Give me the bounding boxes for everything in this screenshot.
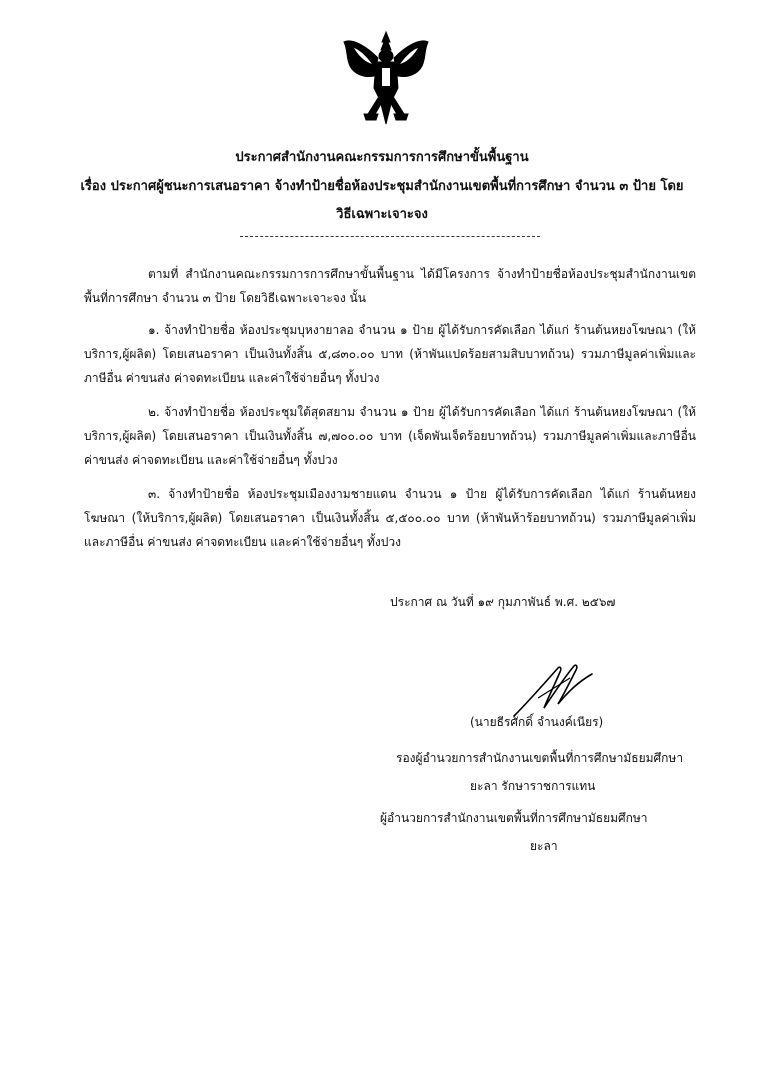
signatory-position-3: ผู้อำนวยการสำนักงานเขตพื้นที่การศึกษามัธยมศึกษา xyxy=(380,811,648,825)
handwritten-signature xyxy=(508,658,598,720)
announcement-title: ประกาศสำนักงานคณะกรรมการการศึกษาขั้นพื้นฐาน xyxy=(235,150,529,165)
signatory-name: (นายธีรศักดิ์ จำนงค์เนียร) xyxy=(470,715,604,729)
item-paragraph-1: ๑. จ้างทำป้ายชื่อ ห้องประชุมบุหงายาลอ จำนวน ๑ ป้าย ผู้ได้รับการคัดเลือก ได้แก่ ร้านต้นหยงโฆษณา (ให้บริการ,ผู้ผลิต) โดยเสนอราคา เป็นเงินทั้งสิ้น ๕,๘๓๐.๐๐ บาท (ห้าพันแปดร้อยสามสิบบาทถ้วน) รวมภาษีมูลค่าเพิ่มและภาษีอื่น ค่าขนส่ง ค่าจดทะเบียน และค่าใช้จ่ายอื่นๆ ทั้งปวง xyxy=(84,323,696,385)
signatory-position-1: รองผู้อำนวยการสำนักงานเขตพื้นที่การศึกษามัธยมศึกษา xyxy=(396,751,684,765)
announcement-subject-continued: วิธีเฉพาะเจาะจง xyxy=(336,207,428,222)
item-paragraph-2: ๒. จ้างทำป้ายชื่อ ห้องประชุมใต้สุดสยาม จำนวน ๑ ป้าย ผู้ได้รับการคัดเลือก ได้แก่ ร้านต้นหยงโฆษณา (ให้บริการ,ผู้ผลิต) โดยเสนอราคา เป็นเงินทั้งสิ้น ๗,๗๐๐.๐๐ บาท (เจ็ดพันเจ็ดร้อยบาทถ้วน) รวมภาษีมูลค่าเพิ่มและภาษีอื่น ค่าขนส่ง ค่าจดทะเบียน และค่าใช้จ่ายอื่นๆ ทั้งปวง xyxy=(84,405,696,467)
announcement-date: ประกาศ ณ วันที่ ๑๙ กุมภาพันธ์ พ.ศ. ๒๕๖๗ xyxy=(390,595,616,609)
item-paragraph-3: ๓. จ้างทำป้ายชื่อ ห้องประชุมเมืองงามชายแดน จำนวน ๑ ป้าย ผู้ได้รับการคัดเลือก ได้แก่ ร้านต้นหยงโฆษณา (ให้บริการ,ผู้ผลิต) โดยเสนอราคา เป็นเงินทั้งสิ้น ๕,๕๐๐.๐๐ บาท (ห้าพันห้าร้อยบาทถ้วน) รวมภาษีมูลค่าเพิ่มและภาษีอื่น ค่าขนส่ง ค่าจดทะเบียน และค่าใช้จ่ายอื่นๆ ทั้งปวง xyxy=(84,487,696,549)
intro-paragraph: ตามที่ สำนักงานคณะกรรมการการศึกษาขั้นพื้นฐาน ได้มีโครงการ จ้างทำป้ายชื่อห้องประชุมสำนักงานเขตพื้นที่การศึกษา จำนวน ๓ ป้าย โดยวิธีเฉพาะเจาะจง นั้น xyxy=(84,267,696,305)
garuda-emblem-icon xyxy=(338,28,434,128)
signatory-position-2: ยะลา รักษาราชการแทน xyxy=(470,779,596,793)
dashed-divider xyxy=(240,236,540,237)
signatory-position-4: ยะลา xyxy=(530,839,558,853)
announcement-subject: เรื่อง ประกาศผู้ชนะการเสนอราคา จ้างทำป้ายชื่อห้องประชุมสำนักงานเขตพื้นที่การศึกษา จำนวน ๓ ป้าย โดย xyxy=(80,179,684,194)
